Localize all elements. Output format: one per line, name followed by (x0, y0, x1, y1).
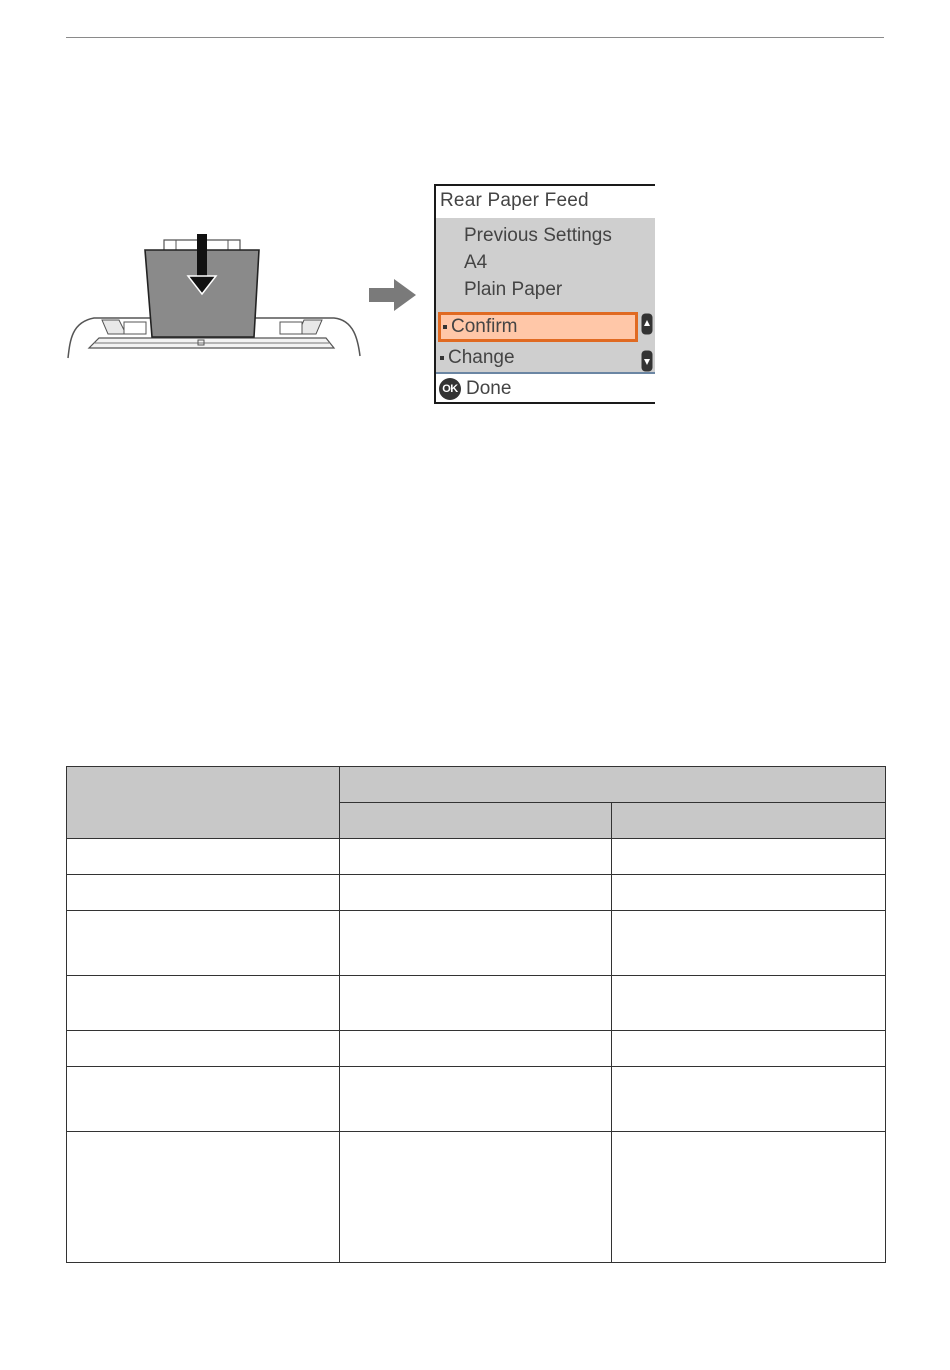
table-cell (67, 839, 340, 875)
table-row (67, 1132, 886, 1263)
table-cell (612, 1132, 886, 1263)
table-header-sub (340, 803, 612, 839)
confirm-option-label: Confirm (451, 316, 518, 337)
table-cell (612, 839, 886, 875)
table-cell (67, 1031, 340, 1067)
change-option-label: Change (448, 347, 515, 368)
bullet-icon (440, 356, 444, 360)
table-header-main (67, 767, 340, 839)
arrow-right-icon (368, 278, 418, 312)
scroll-up-icon[interactable] (641, 313, 653, 335)
table-header-sub (612, 803, 886, 839)
lcd-screen (434, 184, 655, 404)
lcd-info-previous-settings: Previous Settings (464, 225, 612, 246)
table-row (67, 976, 886, 1031)
table-header-group (340, 767, 886, 803)
table-cell (67, 911, 340, 976)
table-cell (612, 1031, 886, 1067)
table-cell (67, 875, 340, 911)
done-label: Done (466, 378, 512, 399)
table-cell (612, 976, 886, 1031)
table-row (67, 1031, 886, 1067)
spec-table (66, 766, 886, 1263)
header-rule (66, 37, 884, 38)
bullet-icon (443, 325, 447, 329)
confirm-option[interactable] (438, 312, 638, 342)
table-cell (340, 976, 612, 1031)
table-cell (67, 976, 340, 1031)
change-option[interactable] (438, 344, 515, 374)
table-row (67, 911, 886, 976)
table-cell (340, 1031, 612, 1067)
ok-button-icon[interactable]: OK (439, 378, 461, 400)
table-row (67, 1067, 886, 1132)
table-cell (340, 911, 612, 976)
lcd-info-paper-size: A4 (464, 252, 488, 273)
lcd-footer (436, 374, 655, 404)
table-cell (67, 1132, 340, 1263)
printer-paper-illustration (64, 230, 364, 365)
table-cell (340, 875, 612, 911)
table-cell (340, 839, 612, 875)
lcd-info-paper-type: Plain Paper (464, 279, 563, 300)
table-row (67, 839, 886, 875)
table-cell (67, 1067, 340, 1132)
lcd-title: Rear Paper Feed (436, 186, 655, 218)
table-cell (612, 1067, 886, 1132)
scroll-down-icon[interactable] (641, 350, 653, 372)
table-cell (612, 911, 886, 976)
table-cell (340, 1067, 612, 1132)
table-row (67, 875, 886, 911)
table-cell (340, 1132, 612, 1263)
lcd-body (436, 218, 655, 374)
table-cell (612, 875, 886, 911)
